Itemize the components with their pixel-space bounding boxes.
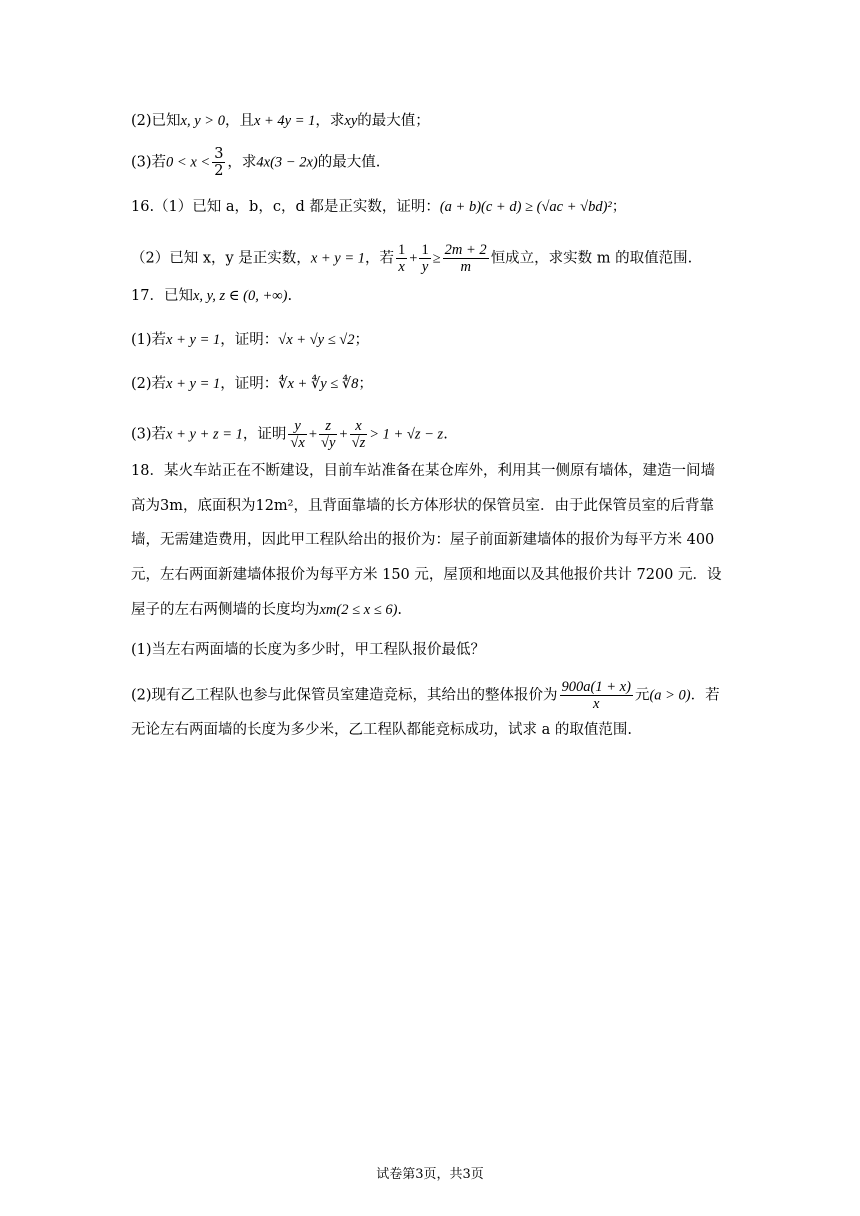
fraction: $\frac{1}{x}$ [398,242,406,275]
q18-line1: 18．某火车站正在不断建设，目前车站准备在某仓库外，利用其一侧原有墙体，建造一间墙 [131,463,715,479]
q17-part2: (2)若x + y = 1，证明：∜x + ∜y ≤ ∜8； [131,376,373,392]
q17-stem: 17．已知x, y, z ∈ (0, +∞). [131,288,293,304]
q16-part2: （2）已知 x，y 是正实数，x + y = 1，若 $\frac{1}{x}$ + $\frac{1}{y}$ ≥ $\frac{2m + 2}{m}$ 恒成立，求实数 m 的取值范围. [131,242,693,275]
page-footer: 试卷第3页，共3页 [376,1167,484,1182]
q18-line4: 元，左右两面新建墙体报价为每平方米 150 元，屋顶和地面以及其他报价共计 7200 元．设 [131,567,722,583]
q16-part1: 16.（1）已知 a，b，c，d 都是正实数，证明：(a + b)(c + d) ≥ (√ac + √bd)²； [131,199,627,215]
q17-part1: (1)若x + y = 1，证明：√x + √y ≤ √2； [131,332,369,348]
q15-part2: (2)已知x, y > 0，且x + 4y = 1，求xy的最大值； [131,113,430,129]
q18-line2: 高为3m，底面积为12m²，且背面靠墙的长方体形状的保管员室．由于此保管员室的后背靠 [131,498,714,514]
fraction: $\frac{3}{2}$ [214,146,224,179]
fraction: $\frac{900a(1 + x)}{x}$ [561,679,631,712]
q18-line5: 屋子的左右两侧墙的长度均为xm(2 ≤ x ≤ 6). [131,602,403,618]
q18-part1: (1)当左右两面墙的长度为多少时，甲工程队报价最低？ [131,642,486,658]
fraction: $\frac{y}{√x}$ [290,418,305,451]
q18-part2: (2)现有乙工程队也参与此保管员室建造竞标，其给出的整体报价为 $\frac{900a(1 + x)}{x}$ 元(a > 0)．若 [131,679,720,712]
fraction: $\frac{z}{√y}$ [321,418,336,451]
q18-line3: 墙，无需建造费用，因此甲工程队给出的报价为：屋子前面新建墙体的报价为每平方米 400 [131,532,715,548]
q15-part3: (3)若0 < x < $\frac{3}{2}$ ，求4x(3 − 2x)的最大值. [131,146,381,179]
fraction: $\frac{1}{y}$ [421,242,429,275]
fraction: $\frac{x}{√z}$ [351,418,366,451]
q17-part3: (3)若x + y + z = 1，证明 $\frac{y}{√x}$ + $\frac{z}{√y}$ + $\frac{x}{√z}$ > 1 + √z − z. [131,418,448,451]
q18-line8: 无论左右两面墙的长度为多少米，乙工程队都能竞标成功，试求 a 的取值范围. [131,722,632,738]
fraction: $\frac{2m + 2}{m}$ [444,242,487,275]
